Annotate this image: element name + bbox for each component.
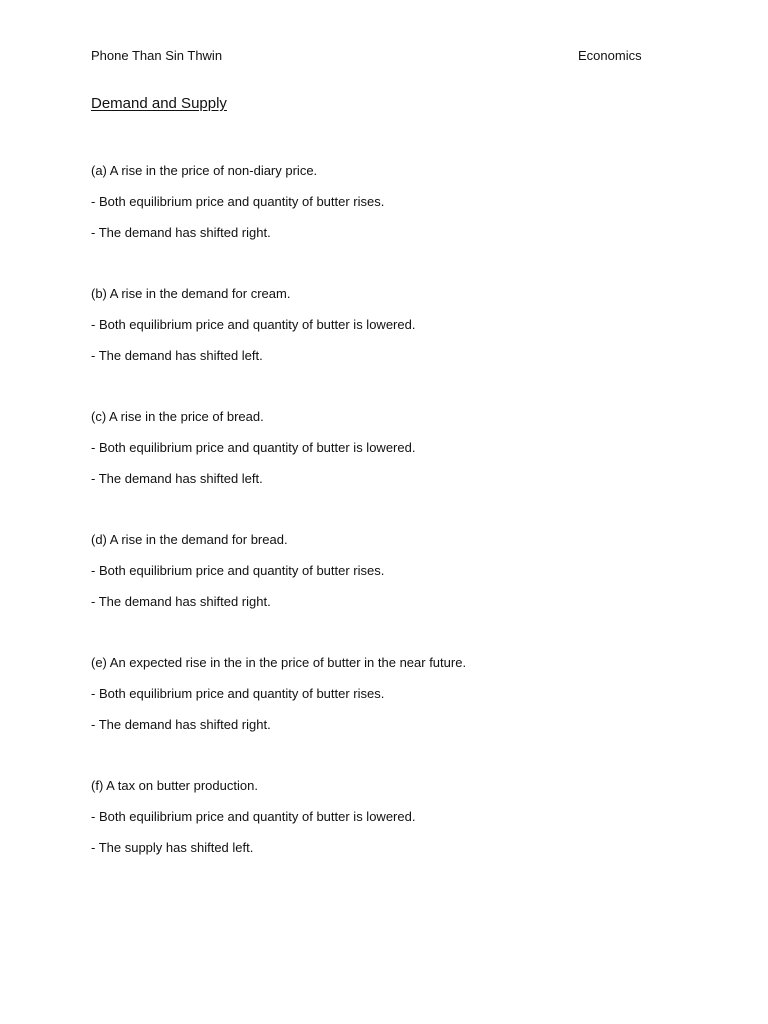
subject-name: Economics bbox=[578, 48, 642, 63]
answer-line: - Both equilibrium price and quantity of butter is lowered. bbox=[91, 440, 416, 455]
answer-line: - The demand has shifted left. bbox=[91, 471, 263, 486]
question-prompt: (c) A rise in the price of bread. bbox=[91, 409, 264, 424]
answer-line: - The supply has shifted left. bbox=[91, 840, 254, 855]
author-name: Phone Than Sin Thwin bbox=[91, 48, 223, 63]
question-f bbox=[91, 777, 711, 900]
answer-line: - The demand has shifted right. bbox=[91, 225, 271, 240]
answer-line: - Both equilibrium price and quantity of butter is lowered. bbox=[91, 317, 416, 332]
question-prompt: (f) A tax on butter production. bbox=[91, 778, 258, 793]
question-prompt: (b) A rise in the demand for cream. bbox=[91, 286, 291, 301]
answer-line: - The demand has shifted left. bbox=[91, 348, 263, 363]
question-c bbox=[91, 408, 711, 531]
question-prompt: (a) A rise in the price of non-diary price. bbox=[91, 163, 318, 178]
answer-line: - Both equilibrium price and quantity of butter rises. bbox=[91, 194, 385, 209]
question-a bbox=[91, 162, 711, 285]
answer-line: - Both equilibrium price and quantity of butter is lowered. bbox=[91, 809, 416, 824]
question-prompt: (e) An expected rise in the in the price of butter in the near future. bbox=[91, 655, 467, 670]
question-e bbox=[91, 654, 711, 777]
answer-line: - The demand has shifted right. bbox=[91, 717, 271, 732]
answer-line: - The demand has shifted right. bbox=[91, 594, 271, 609]
question-d bbox=[91, 531, 711, 654]
question-b bbox=[91, 285, 711, 408]
answer-line: - Both equilibrium price and quantity of butter rises. bbox=[91, 563, 385, 578]
document-title: Demand and Supply bbox=[91, 95, 227, 112]
question-prompt: (d) A rise in the demand for bread. bbox=[91, 532, 288, 547]
question-list bbox=[91, 162, 711, 900]
answer-line: - Both equilibrium price and quantity of butter rises. bbox=[91, 686, 385, 701]
